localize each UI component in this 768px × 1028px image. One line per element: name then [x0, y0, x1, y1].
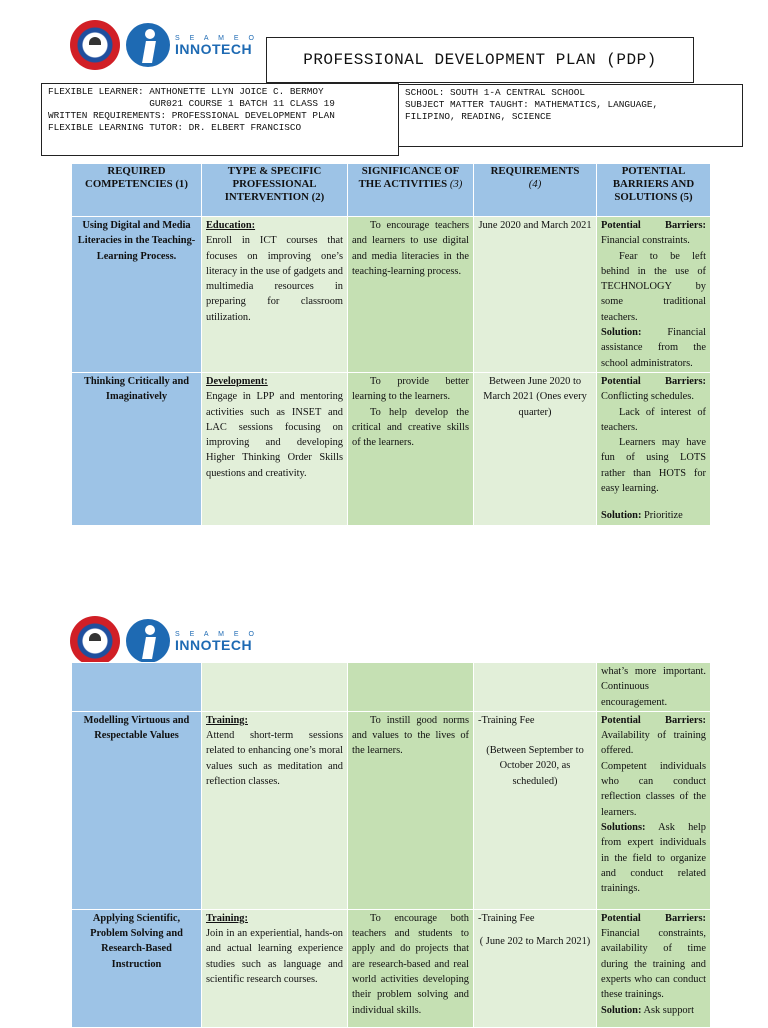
barriers-cell — [597, 217, 711, 373]
barriers-label: Potential Barriers: — [601, 714, 706, 726]
barriers-text-2: Lack of interest of teachers. — [601, 406, 706, 433]
seameo-seal-icon — [70, 616, 120, 666]
solution-text: Ask support — [643, 1004, 694, 1016]
solution-label: Solution: — [601, 510, 642, 522]
requirements-text: -Training Fee — [478, 912, 535, 924]
solution-text: Financial assistance from the school administrators. — [601, 327, 706, 369]
intervention-cell — [202, 217, 348, 373]
competency-cell: Using Digital and Media Literacies in the Teaching-Learning Process. — [72, 217, 202, 373]
header-barriers: POTENTIAL BARRIERS AND SOLUTIONS (5) — [597, 164, 711, 217]
header-intervention: TYPE & SPECIFIC PROFESSIONAL INTERVENTION (2) — [202, 164, 348, 217]
significance-cell — [348, 372, 474, 525]
requirements-text-2: (Between September to October 2020, as scheduled) — [486, 745, 584, 787]
learner-name: FLEXIBLE LEARNER: ANTHONETTE LLYN JOICE C. BERMOY — [48, 86, 324, 97]
barriers-text-2: Fear to be left behind in the use of TECHNOLOGY by some traditional teachers. — [601, 250, 706, 323]
subject-taught-cont: FILIPINO, READING, SCIENCE — [405, 111, 552, 122]
logo-group — [70, 20, 258, 70]
brand-text — [175, 35, 258, 56]
brand-text — [175, 631, 258, 652]
solution-label: Solution: — [601, 327, 642, 339]
barriers-cell — [597, 711, 711, 909]
page-title: PROFESSIONAL DEVELOPMENT PLAN (PDP) — [266, 37, 694, 83]
barriers-text-2: Competent individuals who can conduct reflection classes of the learners. — [601, 760, 706, 818]
brand-seameo: S E A M E O — [175, 34, 258, 42]
barriers-text: Conflicting schedules. — [601, 391, 694, 403]
barriers-label: Potential Barriers: — [601, 375, 706, 387]
requirements-text: -Training Fee — [478, 714, 535, 726]
table-row — [72, 711, 711, 909]
intervention-cell — [202, 909, 348, 1027]
barriers-label: Potential Barriers: — [601, 912, 706, 924]
intervention-cell — [202, 372, 348, 525]
competency-cell: Modelling Virtuous and Respectable Values — [72, 711, 202, 909]
significance-text-2: To help develop the critical and creative skills of the learners. — [352, 406, 469, 449]
significance-cell: To encourage both teachers and students to apply and do projects that are research-based and real world activities developing their problem solving and individual skills. — [348, 909, 474, 1027]
solution-text: Ask help from expert individuals in the field to organize and conduct related trainings. — [601, 821, 707, 895]
intervention-text: Engage in LPP and mentoring activities such as INSET and LAC sessions focusing on improving and developing Higher Thinking Order Skills questions and creativity. — [206, 391, 343, 479]
brand-seameo: S E A M E O — [175, 630, 258, 638]
significance-text: To provide better learning to the learners. — [352, 375, 469, 403]
intervention-type: Education: — [206, 220, 256, 231]
significance-cell: To encourage teachers and learners to use digital and media literacies in the teaching-learning process. — [348, 217, 474, 373]
significance-cell: To instill good norms and values to the lives of the learners. — [348, 711, 474, 909]
innotech-logo-icon — [126, 619, 170, 663]
logo-group-page2 — [70, 616, 258, 666]
table-row-continuation — [72, 663, 711, 712]
intervention-text: Enroll in ICT courses that focuses on improving one’s literacy in the use of gadgets and multimedia resources in preparing for classroom utilization. — [206, 235, 343, 323]
requirements-text-2: ( June 202 to March 2021) — [479, 936, 591, 948]
barriers-label: Potential Barriers: — [601, 220, 706, 231]
intervention-type: Training: — [206, 714, 248, 726]
pdp-table-page2 — [71, 662, 711, 1028]
competency-cell: Applying Scientific, Problem Solving and Research-Based Instruction — [72, 909, 202, 1027]
subject-taught: SUBJECT MATTER TAUGHT: MATHEMATICS, LANGUAGE, — [405, 99, 659, 110]
solution-label: Solution: — [601, 1004, 642, 1016]
brand-innotech: INNOTECH — [175, 40, 253, 57]
tutor-name: FLEXIBLE LEARNING TUTOR: DR. ELBERT FRANCISCO — [48, 122, 302, 133]
table-row — [72, 909, 711, 1027]
header-requirements: REQUIREMENTS (4) — [474, 164, 597, 217]
barriers-continuation: what’s more important. Continuous encouragement. — [597, 663, 711, 712]
intervention-text: Attend short-term sessions related to enhancing one’s moral values such as meditation and reflection classes. — [206, 730, 343, 788]
solution-text: Prioritize — [644, 510, 683, 522]
intervention-cell — [202, 711, 348, 909]
table-row — [72, 372, 711, 525]
requirements-cell — [474, 711, 597, 909]
solution-label: Solutions: — [601, 821, 646, 833]
barriers-text: Availability of training offered. — [601, 730, 706, 757]
school-name: SCHOOL: SOUTH 1-A CENTRAL SCHOOL — [405, 87, 586, 98]
table-row — [72, 217, 711, 373]
seameo-seal-icon — [70, 20, 120, 70]
written-requirements: WRITTEN REQUIREMENTS: PROFESSIONAL DEVELOPMENT PLAN — [48, 110, 335, 121]
pdp-table-page1 — [71, 163, 711, 526]
header-competencies: REQUIRED COMPETENCIES (1) — [72, 164, 202, 217]
requirements-cell — [474, 909, 597, 1027]
competency-cell: Thinking Critically and Imaginatively — [72, 372, 202, 525]
innotech-logo-icon — [126, 23, 170, 67]
intervention-type: Development: — [206, 375, 268, 387]
requirements-cell: Between June 2020 to March 2021 (Ones every quarter) — [474, 372, 597, 525]
barriers-text: Financial constraints. — [601, 235, 690, 247]
school-info-box — [398, 84, 743, 147]
barriers-cell — [597, 909, 711, 1027]
course-batch: GUR021 COURSE 1 BATCH 11 CLASS 19 — [48, 98, 335, 109]
table-header-row — [72, 164, 711, 217]
header-significance: SIGNIFICANCE OF THE ACTIVITIES (3) — [348, 164, 474, 217]
intervention-text: Join in an experiential, hands-on and actual learning experience studies such as language and scientific research courses. — [206, 928, 343, 986]
requirements-cell: June 2020 and March 2021 — [474, 217, 597, 373]
barriers-text: Financial constraints, availability of time during the training and experts who can conduct these trainings. — [601, 928, 706, 1001]
barriers-cell — [597, 372, 711, 525]
learner-info-box — [41, 83, 399, 156]
barriers-text-3: Learners may have fun of using LOTS rather than HOTS for easy learning. — [601, 437, 706, 495]
brand-innotech: INNOTECH — [175, 636, 253, 653]
intervention-type: Training: — [206, 912, 248, 924]
